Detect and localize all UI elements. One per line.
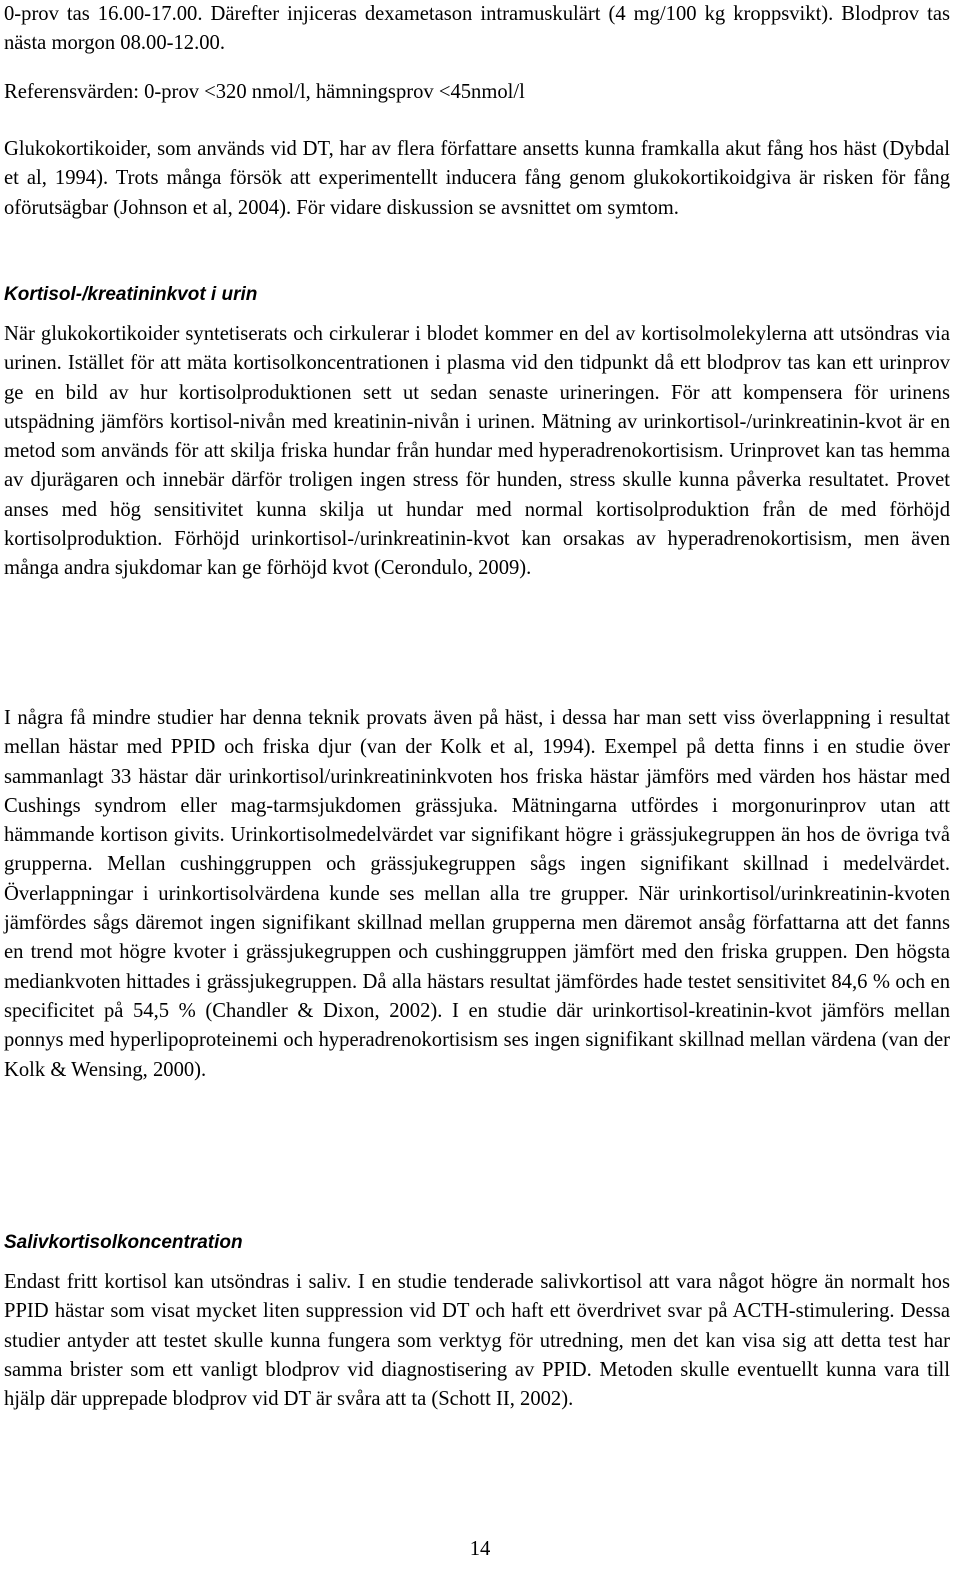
cortisol-creatinine-paragraph-1: När glukokortikoider syntetiserats och cirkulerar i blodet kommer en del av kortisolmolekylerna att utsöndras via urinen. Istället för att mäta kortisolkoncentrationen i plasma vid den tidpunkt då ett blodprov tas kan ett urinprov ge en bild av hur kortisolproduktionen sett ut sedan senaste urineringen. För att kompensera för urinens utspädning jämförs kortisol-nivån med kreatinin-nivån i urinen. Mätning av urinkortisol-/urinkreatinin-kvot är en metod som används för att skilja friska hundar från hundar med hyperadrenokortisism. Urinprovet kan tas hemma av djurägaren och innebär därför troligen ingen stress för hunden, stress skulle kunna påverka resultatet. Provet anses med hög sensitivitet kunna skilja ut hundar med normal kortisolproduktion från de med förhöjd kortisolproduktion. Förhöjd urinkortisol-/urinkreatinin-kvot kan orsakas av hyperadrenokortisism, men även många andra sjukdomar kan ge förhöjd kvot (Cerondulo, 2009).	[4, 323, 950, 580]
glucocorticoid-paragraph: Glukokortikoider, som används vid DT, har av flera författare ansetts kunna framkalla akut fång hos häst (Dybdal et al, 1994). Trots många försök att experimentellt inducera fång genom glukokortikoidgiva är risken för fång oförutsägbar (Johnson et al, 2004). För vidare diskussion se avsnittet om symtom.	[4, 138, 950, 219]
intro-paragraph: 0-prov tas 16.00-17.00. Därefter injiceras dexametason intramuskulärt (4 mg/100 kg kroppsvikt). Blodprov tas nästa morgon 08.00-12.00.	[4, 3, 950, 55]
section-heading-saliva: Salivkortisolkoncentration	[4, 1232, 243, 1253]
reference-values: Referensvärden: 0-prov <320 nmol/l, hämningsprov <45nmol/l	[4, 81, 525, 103]
cortisol-creatinine-paragraph-2: I några få mindre studier har denna teknik provats även på häst, i dessa har man sett viss överlappning i resultat mellan hästar med PPID och friska djur (van der Kolk et al, 1994). Exempel på detta finns i en studie över sammanlagt 33 hästar där urinkortisol/urinkreatininkvoten hos friska hästar jämförs med värden hos hästar med Cushings syndrom eller mag-tarmsjukdomen grässjuka. Mätningarna utfördes i morgonurinprov utan att hämmande kortison givits. Urinkortisolmedelvärdet var signifikant högre i grässjukegruppen än hos de övriga två grupperna. Mellan cushinggruppen och grässjukegruppen sågs ingen signifikant skillnad i medelvärdet. Överlappningar i urinkortisolvärdena kunde ses mellan alla tre grupper. När urinkortisol/urinkreatinin-kvoten jämfördes sågs däremot ingen signifikant skillnad mellan grupperna men däremot ansåg författarna att det fanns en trend mot högre kvoter i grässjukegruppen och cushinggruppen jämfört med den friska gruppen. Den högsta mediankvoten hittades i grässjukegruppen. Då alla hästars resultat jämfördes hade testet sensitivitet 84,6 % och en specificitet på 54,5 % (Chandler & Dixon, 2002). I en studie där urinkortisol-kreatinin-kvot jämförs mellan ponnys med hyperlipoproteinemi och hyperadrenokortisism ses ingen signifikant skillnad mellan värdena (van der Kolk & Wensing, 2000).	[4, 707, 950, 1081]
saliva-paragraph: Endast fritt kortisol kan utsöndras i saliv. I en studie tenderade salivkortisol att vara något högre än normalt hos PPID hästar som visat mycket liten suppression vid DT och haft ett överdrivet svar på ACTH-stimulering. Dessa studier antyder att testet skulle kunna fungera som verktyg för utredning, men det kan visa sig att detta test har samma brister som ett vanligt blodprov vid diagnostisering av PPID. Metoden skulle eventuellt kunna vara till hjälp där upprepade blodprov vid DT är svåra att ta (Schott II, 2002).	[4, 1271, 950, 1411]
section-heading-cortisol-creatinine: Kortisol-/kreatininkvot i urin	[4, 284, 258, 305]
page-number: 14	[469, 1538, 491, 1560]
